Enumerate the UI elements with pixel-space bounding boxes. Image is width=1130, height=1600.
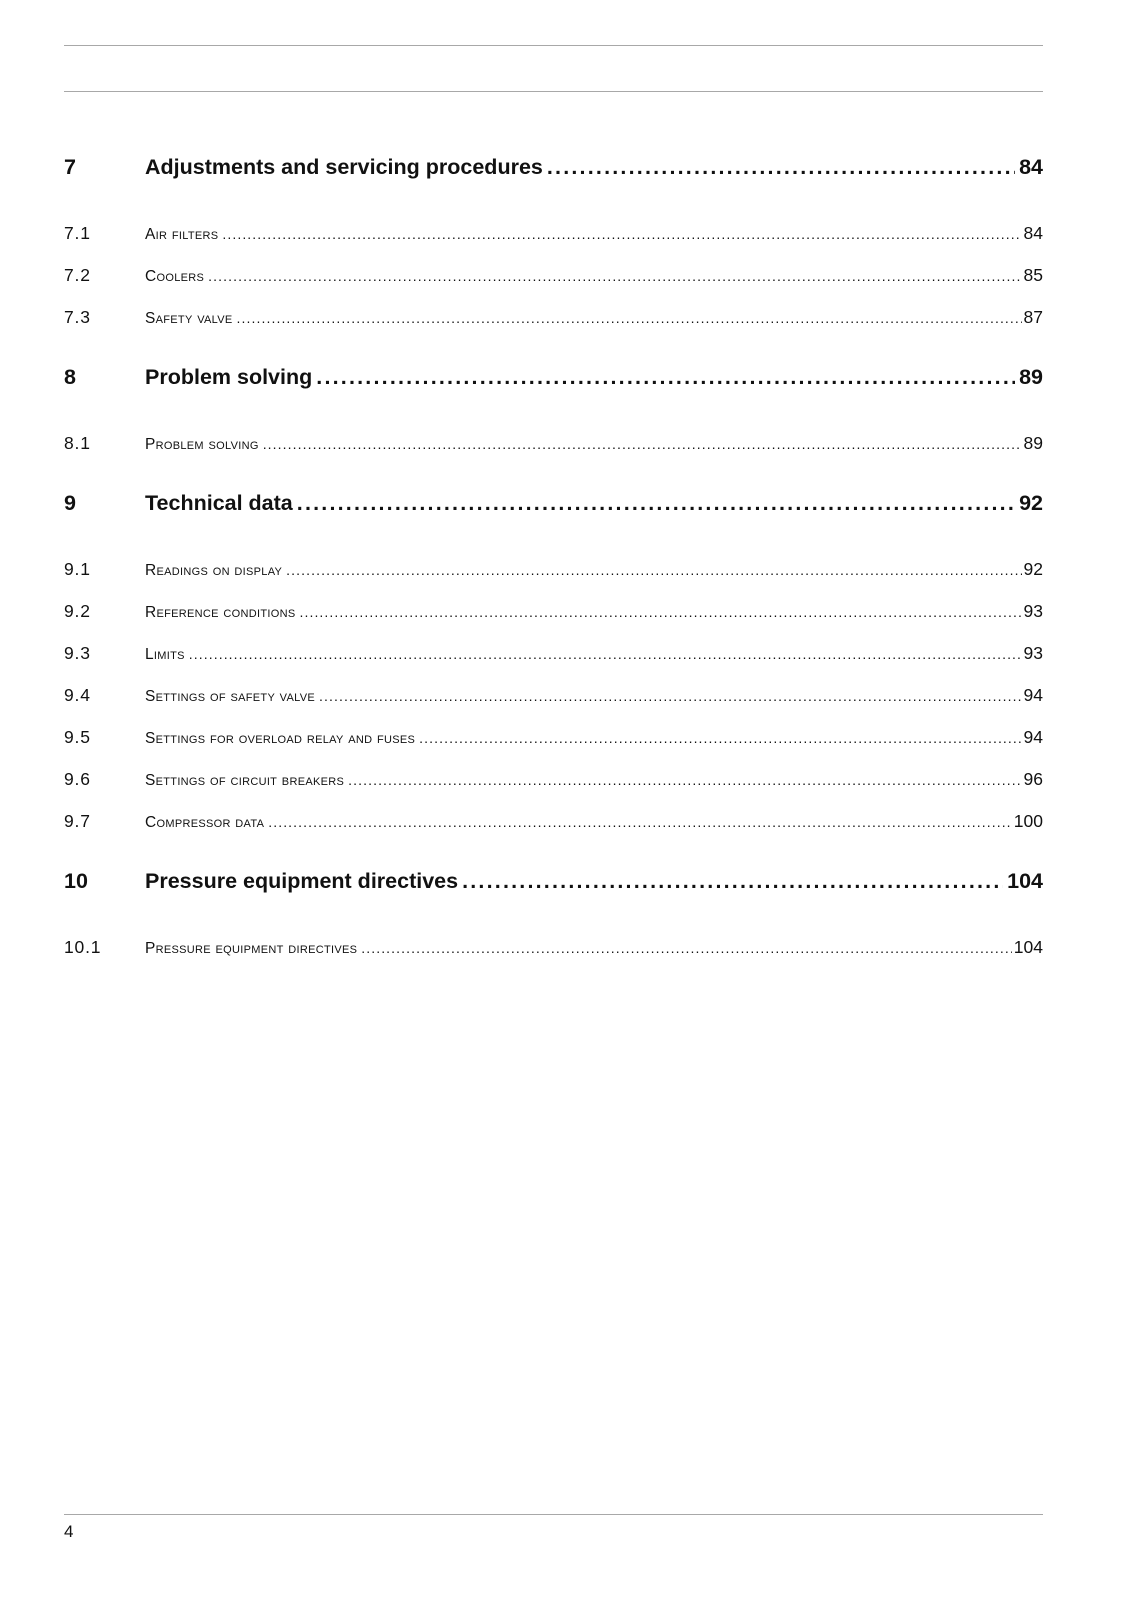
dot-leader [208,266,1021,286]
chapter-number: 8 [64,365,76,389]
table-of-contents [64,0,1043,1000]
toc-section-9-3[interactable] [64,643,1043,664]
section-title: Problem solving [145,436,259,453]
toc-chapter-8[interactable] [64,365,1043,390]
dot-leader [547,155,1015,180]
section-page-number: 87 [1023,307,1043,327]
dot-leader [319,686,1022,706]
section-page-number: 104 [1013,937,1043,957]
section-page-number: 93 [1023,601,1043,621]
section-number: 7.3 [64,307,91,327]
section-page-number: 96 [1023,769,1043,789]
section-number: 9.1 [64,559,91,579]
footer-page-number: 4 [64,1522,74,1541]
toc-section-9-4[interactable] [64,685,1043,706]
section-title: Compressor data [145,814,265,831]
section-number: 9.7 [64,811,91,831]
dot-leader [222,224,1021,244]
dot-leader [419,728,1021,748]
dot-leader [297,491,1015,516]
dot-leader [361,938,1012,958]
toc-section-9-7[interactable] [64,811,1043,832]
section-title: Settings of safety valve [145,688,316,705]
dot-leader [316,365,1015,390]
dot-leader [237,308,1022,328]
section-number: 9.6 [64,769,91,789]
chapter-page-number: 92 [1019,491,1043,515]
section-number: 9.3 [64,643,91,663]
dot-leader [348,770,1021,790]
dot-leader [263,434,1022,454]
section-number: 7.1 [64,223,91,243]
chapter-page-number: 89 [1019,365,1043,389]
section-number: 7.2 [64,265,91,285]
section-number: 9.5 [64,727,91,747]
chapter-page-number: 84 [1019,155,1043,179]
toc-section-10-1[interactable] [64,937,1043,958]
section-page-number: 89 [1023,433,1043,453]
toc-section-9-1[interactable] [64,559,1043,580]
section-number: 10.1 [64,937,102,957]
chapter-title: Adjustments and servicing procedures [145,155,543,179]
toc-section-7-2[interactable] [64,265,1043,286]
section-number: 9.2 [64,601,91,621]
section-page-number: 94 [1023,685,1043,705]
section-title: Reference conditions [145,604,296,621]
toc-chapter-7[interactable] [64,155,1043,180]
section-title: Pressure equipment directives [145,940,358,957]
section-title: Settings of circuit breakers [145,772,345,789]
dot-leader [299,602,1021,622]
section-title: Air filters [145,226,219,243]
chapter-number: 10 [64,869,88,893]
chapter-page-number: 104 [1007,869,1043,893]
section-page-number: 85 [1023,265,1043,285]
chapter-title: Problem solving [145,365,313,389]
section-title: Settings for overload relay and fuses [145,730,416,747]
toc-chapter-9[interactable] [64,491,1043,516]
toc-section-7-1[interactable] [64,223,1043,244]
dot-leader [286,560,1021,580]
section-title: Readings on display [145,562,283,579]
dot-leader [268,812,1012,832]
chapter-number: 7 [64,155,76,179]
chapter-title: Technical data [145,491,293,515]
toc-section-7-3[interactable] [64,307,1043,328]
section-page-number: 92 [1023,559,1043,579]
toc-section-9-5[interactable] [64,727,1043,748]
section-title: Limits [145,646,185,663]
section-title: Coolers [145,268,205,285]
section-number: 8.1 [64,433,91,453]
section-page-number: 100 [1013,811,1043,831]
toc-chapter-10[interactable] [64,869,1043,894]
toc-section-8-1[interactable] [64,433,1043,454]
section-page-number: 93 [1023,643,1043,663]
section-title: Safety valve [145,310,233,327]
footer-rule [64,1514,1043,1515]
section-page-number: 94 [1023,727,1043,747]
section-page-number: 84 [1023,223,1043,243]
dot-leader [462,869,1003,894]
toc-section-9-6[interactable] [64,769,1043,790]
chapter-number: 9 [64,491,76,515]
section-number: 9.4 [64,685,91,705]
dot-leader [189,644,1022,664]
chapter-title: Pressure equipment directives [145,869,459,893]
toc-section-9-2[interactable] [64,601,1043,622]
